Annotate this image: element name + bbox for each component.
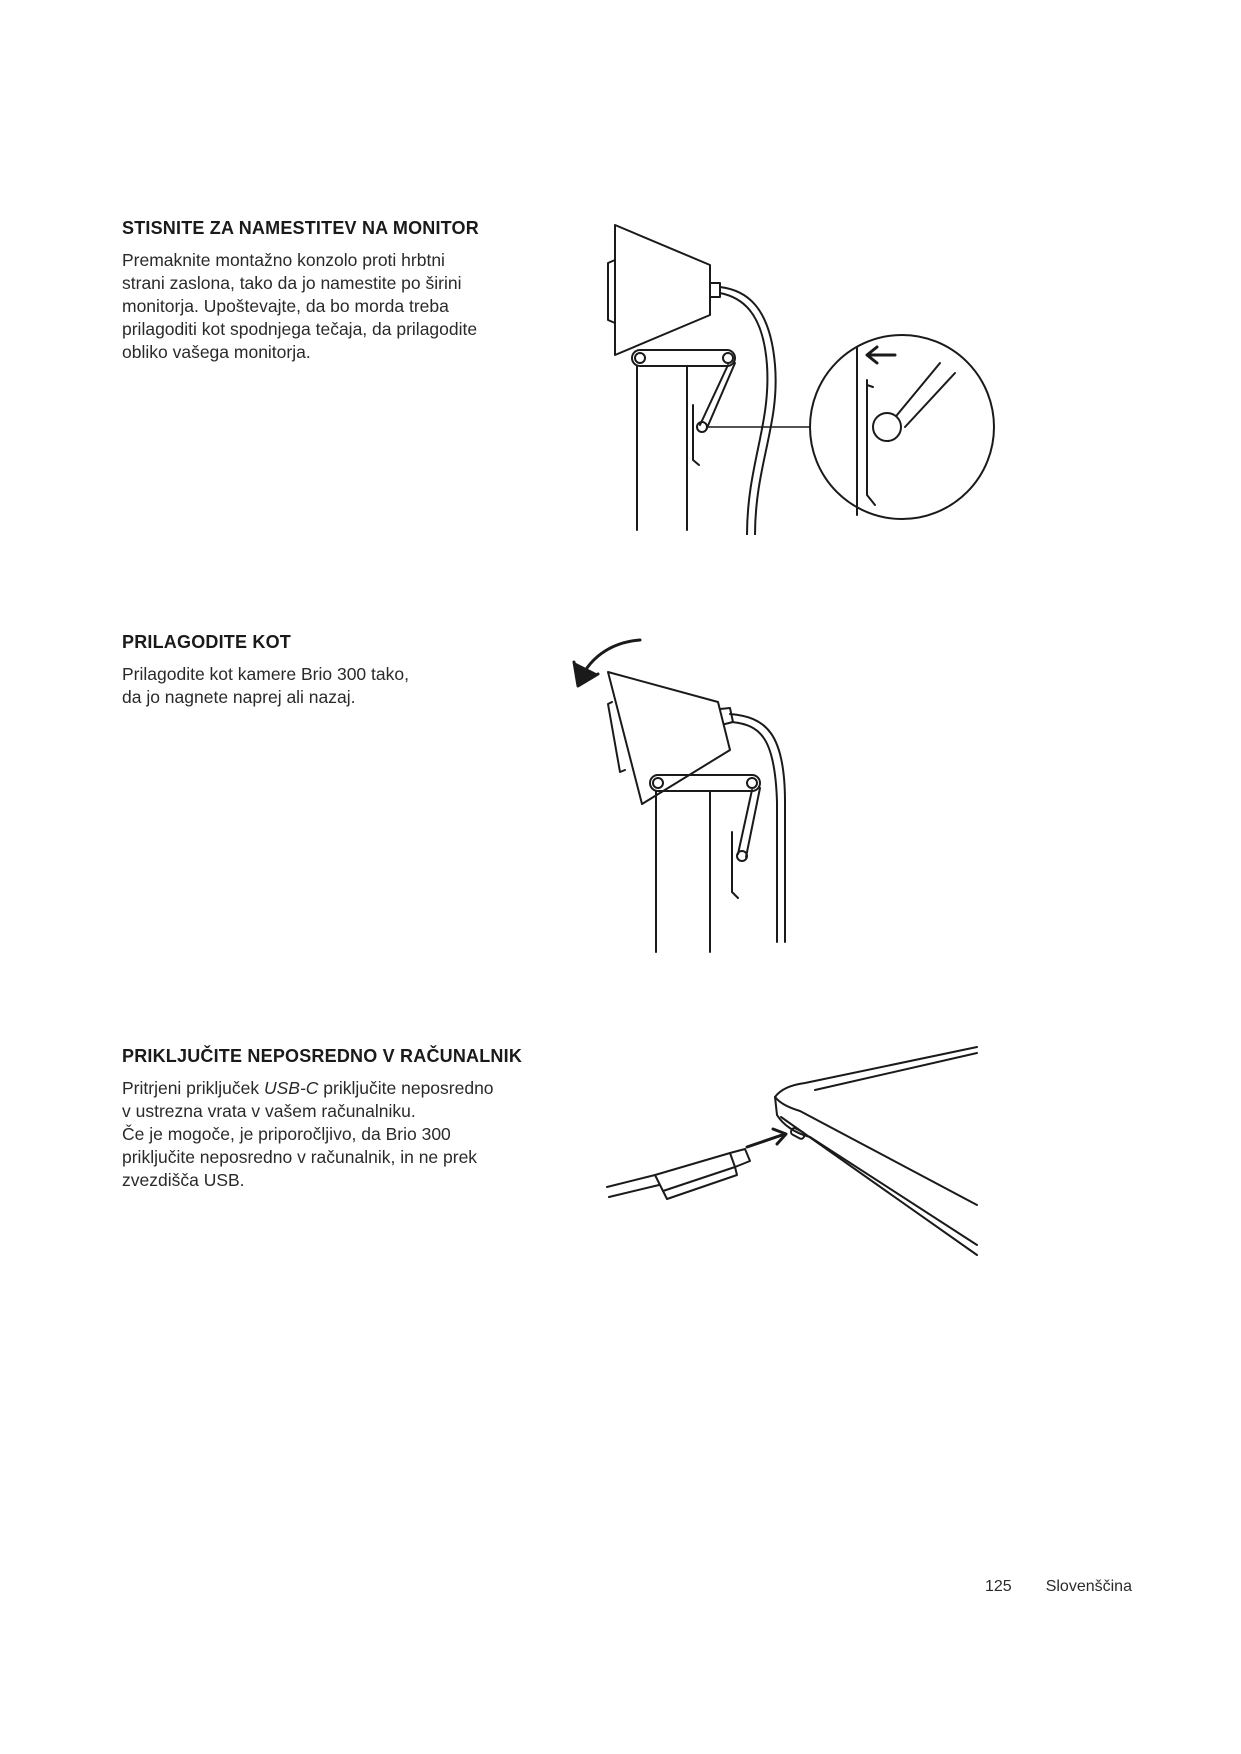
page-footer — [985, 1578, 1132, 1596]
body-line: Pritrjeni priključek USB-C priključite neposredno — [122, 1078, 494, 1098]
body-line: Prilagodite kot kamere Brio 300 tako, — [122, 664, 409, 684]
usb-illustration — [605, 1045, 995, 1295]
body-line: monitorja. Upoštevajte, da bo morda treba — [122, 296, 449, 316]
mount-illustration — [595, 215, 1015, 535]
section-body — [122, 249, 552, 364]
angle-illustration — [570, 632, 830, 962]
body-line: Premaknite montažno konzolo proti hrbtni — [122, 250, 445, 270]
body-line: obliko vašega monitorja. — [122, 342, 311, 362]
section-body — [122, 1077, 592, 1192]
section-body — [122, 663, 552, 709]
body-line: Če je mogoče, je priporočljivo, da Brio 300 — [122, 1124, 451, 1144]
body-line: priključite neposredno v računalnik, in ne prek — [122, 1147, 478, 1167]
camera-body — [615, 225, 710, 355]
body-line: zvezdišča USB. — [122, 1170, 245, 1190]
laptop-lid — [775, 1047, 977, 1097]
footer-language: Slovenščina — [1045, 1578, 1132, 1595]
camera-body — [608, 672, 730, 804]
body-line: strani zaslona, tako da jo namestite po širini — [122, 273, 462, 293]
body-line: da jo nagnete naprej ali nazaj. — [122, 687, 356, 707]
section-heading: PRIKLJUČITE NEPOSREDNO V RAČUNALNIK — [122, 1046, 523, 1066]
section-heading: PRILAGODITE KOT — [122, 632, 291, 652]
body-line: prilagoditi kot spodnjega tečaja, da prilagodite — [122, 319, 478, 339]
section-mount-on-monitor — [122, 218, 552, 364]
body-line: v ustrezna vrata v vašem računalniku. — [122, 1101, 416, 1121]
page-number: 125 — [985, 1578, 1012, 1595]
section-connect-computer — [122, 1046, 592, 1192]
camera-lens — [608, 702, 625, 772]
section-heading: STISNITE ZA NAMESTITEV NA MONITOR — [122, 218, 479, 238]
usb-c-connector — [655, 1153, 735, 1191]
section-adjust-angle — [122, 632, 552, 709]
camera-lens — [608, 260, 615, 323]
